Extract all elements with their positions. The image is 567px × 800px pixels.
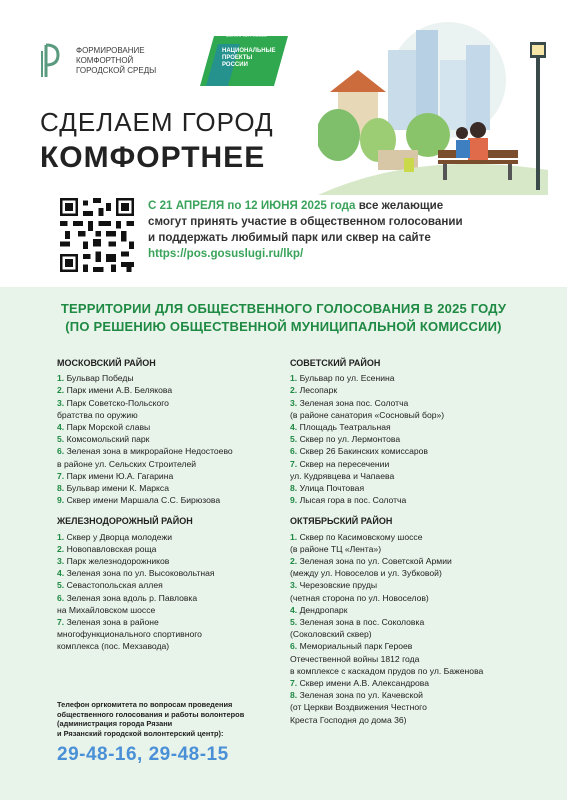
territory-item <box>290 397 540 409</box>
qr-code-icon[interactable] <box>60 198 134 272</box>
territory-number: 2. <box>290 556 300 567</box>
territory-item <box>57 604 287 616</box>
district-name: ЖЕЛЕЗНОДОРОЖНЫЙ РАЙОН <box>57 516 193 527</box>
territory-item <box>290 567 540 579</box>
territory-number: 1. <box>290 373 300 384</box>
territory-item <box>57 592 287 604</box>
territory-name: Креста Господня до дома 36) <box>290 714 407 725</box>
territory-name: Черезовские пруды <box>299 580 378 591</box>
territory-name: Лесопарк <box>299 385 338 396</box>
territory-number: 6. <box>57 446 67 457</box>
territory-item <box>290 409 540 421</box>
territory-item <box>57 421 287 433</box>
phone-numbers[interactable]: 29-48-16, 29-48-15 <box>57 744 229 765</box>
territory-item <box>290 494 540 506</box>
territory-number: 3. <box>57 556 67 567</box>
logo-line: НАЦИОНАЛЬНЫЕ <box>222 48 276 54</box>
territory-number: 3. <box>290 580 300 591</box>
logo-line: РОССИИ <box>222 62 248 68</box>
territory-name: Сквер по ул. Лермонтова <box>299 434 401 445</box>
territory-name: Сквер на пересечении <box>299 458 390 469</box>
program-logo-icon <box>38 41 68 81</box>
territory-item <box>290 592 540 604</box>
territory-item <box>57 567 287 579</box>
territory-name: (в районе санатория «Сосновый бор») <box>290 409 445 420</box>
territory-number: 5. <box>57 580 67 591</box>
contact-info <box>57 700 287 738</box>
territory-item <box>290 543 540 555</box>
territory-item <box>57 628 287 640</box>
territory-number: 1. <box>57 373 67 384</box>
national-projects-logo <box>200 30 290 88</box>
district-block <box>57 515 287 652</box>
territory-name: Зеленая зона вдоль р. Павловка <box>66 592 198 603</box>
territory-name: Парк Морской славы <box>66 422 151 433</box>
territory-name: Зеленая зона в микрорайоне Недостоево <box>66 446 233 457</box>
announcement-text: все желающие <box>355 199 444 212</box>
territory-number: 1. <box>57 531 67 542</box>
territory-number: 3. <box>57 397 67 408</box>
territory-item <box>57 482 287 494</box>
territory-name: в комплексе с каскадом прудов по ул. Баженова <box>290 665 484 676</box>
territory-number: 2. <box>57 543 67 554</box>
territory-item <box>290 653 540 665</box>
announcement-text: смогут принять участие в общественном голосовании <box>148 215 463 228</box>
territory-item <box>290 701 540 713</box>
territory-name: Сквер 26 Бакинских комиссаров <box>299 446 428 457</box>
territory-item <box>57 433 287 445</box>
territory-item <box>290 555 540 567</box>
territory-item <box>290 616 540 628</box>
territory-number: 7. <box>57 617 67 628</box>
territory-name: Зеленая зона в районе <box>66 617 159 628</box>
district-name: МОСКОВСКИЙ РАЙОН <box>57 358 156 368</box>
territory-name: Зеленая зона по ул. Высоковольтная <box>66 568 215 579</box>
territory-item <box>290 604 540 616</box>
territory-item <box>290 579 540 591</box>
territory-name: Парк Советско-Польского <box>66 397 169 408</box>
park-illustration <box>318 20 548 195</box>
territory-name: Комсомольский парк <box>66 434 150 445</box>
territory-item <box>290 628 540 640</box>
headline-line1: СДЕЛАЕМ ГОРОД <box>40 107 274 137</box>
program-logo-text: ФОРМИРОВАНИЕ КОМФОРТНОЙ ГОРОДСКОЙ СРЕДЫ <box>76 46 157 75</box>
territory-name: Сквер у Дворца молодежи <box>66 531 173 542</box>
territory-item <box>57 531 287 543</box>
territory-name: (в районе ТЦ «Лента») <box>290 543 382 554</box>
territory-item <box>290 665 540 677</box>
district-block <box>290 357 540 506</box>
vote-dates: С 21 АПРЕЛЯ по 12 ИЮНЯ 2025 года <box>148 199 356 212</box>
territory-number: 2. <box>57 385 67 396</box>
territory-item <box>57 458 287 470</box>
territory-name: Улица Почтовая <box>299 483 365 494</box>
territory-name: Дендропарк <box>299 604 348 615</box>
headline-line2: КОМФОРТНЕЕ <box>40 141 266 174</box>
territory-name: (от Церкви Воздвижения Честного <box>290 702 427 713</box>
territory-name: Сквер имени А.В. Александрова <box>299 678 430 689</box>
district-name: СОВЕТСКИЙ РАЙОН <box>290 358 381 368</box>
territory-name: многофункционального спортивного <box>57 629 202 640</box>
district-name: ОКТЯБРЬСКИЙ РАЙОН <box>290 516 393 527</box>
territory-number: 8. <box>290 483 300 494</box>
territory-item <box>290 689 540 701</box>
territory-number: 4. <box>57 568 67 579</box>
territory-name: Бульвар имени К. Маркса <box>66 483 169 494</box>
program-logo <box>38 36 178 86</box>
territory-item <box>57 555 287 567</box>
territory-number: 6. <box>57 592 67 603</box>
territory-number: 8. <box>57 483 67 494</box>
logo-line: ПРОЕКТЫ <box>222 55 253 61</box>
territory-name: Зеленая зона в пос. Соколовка <box>299 617 425 628</box>
territory-item <box>57 640 287 652</box>
territory-item <box>290 384 540 396</box>
territory-number: 6. <box>290 641 300 652</box>
territory-number: 7. <box>290 678 300 689</box>
territory-item <box>57 543 287 555</box>
territory-item <box>290 421 540 433</box>
territory-item <box>290 714 540 726</box>
territory-item <box>290 531 540 543</box>
territory-name: Парк железнодорожников <box>66 556 170 567</box>
contact-line: (администрация города Рязани <box>57 719 173 728</box>
territory-number: 7. <box>57 470 67 481</box>
territory-name: Сквер по Касимовскому шоссе <box>299 531 423 542</box>
territory-number: 5. <box>290 434 300 445</box>
announcement <box>148 198 548 262</box>
territory-number: 8. <box>290 690 300 701</box>
territory-number: 4. <box>290 422 300 433</box>
territory-item <box>57 470 287 482</box>
territory-item <box>57 494 287 506</box>
logo-top-text: МИНСТРОЙ РОССИИ <box>226 33 268 38</box>
territory-name: Сквер имени Маршала С.С. Бирюзова <box>66 495 221 506</box>
territory-item <box>290 445 540 457</box>
territory-name: (Соколовский сквер) <box>290 629 372 640</box>
territory-name: Бульвар Победы <box>66 373 134 384</box>
territory-name: Зеленая зона по ул. Советской Армии <box>299 556 452 567</box>
territory-item <box>290 470 540 482</box>
district-block <box>57 357 287 506</box>
territory-number: 4. <box>290 604 300 615</box>
territory-name: (между ул. Новоселов и ул. Зубковой) <box>290 568 442 579</box>
territory-item <box>290 458 540 470</box>
territory-name: братства по оружию <box>57 409 138 420</box>
territory-name: Лысая гора в пос. Солотча <box>299 495 407 506</box>
contact-line: общественного голосования и работы волонтеров <box>57 709 245 719</box>
territory-name: Мемориальный парк Героев <box>299 641 413 652</box>
territory-name: Парк имени Ю.А. Гагарина <box>66 470 174 481</box>
territory-number: 3. <box>290 397 300 408</box>
territory-item <box>290 433 540 445</box>
territory-number: 4. <box>57 422 67 433</box>
territory-name: комплекса (пос. Мехзавода) <box>57 641 170 652</box>
territory-item <box>290 640 540 652</box>
contact-line: Телефон оргкомитета по вопросам проведения <box>57 700 233 709</box>
territory-name: Отечественной войны 1812 года <box>290 653 420 664</box>
territory-name: Бульвар по ул. Есенина <box>299 373 395 384</box>
territory-name: (четная сторона по ул. Новоселов) <box>290 592 429 603</box>
territory-item <box>57 409 287 421</box>
territory-number: 5. <box>57 434 67 445</box>
district-block <box>290 515 540 725</box>
territory-number: 6. <box>290 446 300 457</box>
territory-name: Парк имени А.В. Белякова <box>66 385 173 396</box>
territory-number: 2. <box>290 385 300 396</box>
territory-name: Зеленая зона по ул. Качевской <box>299 690 423 701</box>
territory-name: Зеленая зона пос. Солотча <box>299 397 409 408</box>
territory-number: 1. <box>290 531 300 542</box>
territory-name: Новопавловская роща <box>66 543 157 554</box>
territory-item <box>57 384 287 396</box>
announcement-text: и поддержать любимый парк или сквер на сайте <box>148 231 431 244</box>
territory-number: 9. <box>290 495 300 506</box>
territory-name: Севастопольская аллея <box>66 580 163 591</box>
section-title: ТЕРРИТОРИИ ДЛЯ ОБЩЕСТВЕННОГО ГОЛОСОВАНИЯ В 2025 ГОДУ (ПО РЕШЕНИЮ ОБЩЕСТВЕННОЙ МУНИЦИПАЛЬНОЙ КОМИССИИ) <box>60 301 507 334</box>
territory-item <box>57 579 287 591</box>
districts-left-column <box>57 357 287 653</box>
territory-number: 7. <box>290 458 300 469</box>
territory-name: Площадь Театральная <box>299 422 391 433</box>
vote-url-link[interactable]: https://pos.gosuslugi.ru/lkp/ <box>148 247 304 260</box>
territory-name: в районе ул. Сельских Строителей <box>57 458 197 469</box>
territory-number: 5. <box>290 617 300 628</box>
territory-item <box>57 372 287 384</box>
territory-item <box>290 677 540 689</box>
territory-name: ул. Кудрявцева и Чапаева <box>290 470 395 481</box>
contact-line: и Рязанский городской волонтерский центр): <box>57 728 224 738</box>
territory-item <box>57 397 287 409</box>
territory-name: на Михайловском шоссе <box>57 604 156 615</box>
territory-item <box>57 616 287 628</box>
territory-item <box>290 372 540 384</box>
territory-item <box>57 445 287 457</box>
territory-number: 9. <box>57 495 67 506</box>
districts-right-column <box>290 357 540 726</box>
territory-item <box>290 482 540 494</box>
